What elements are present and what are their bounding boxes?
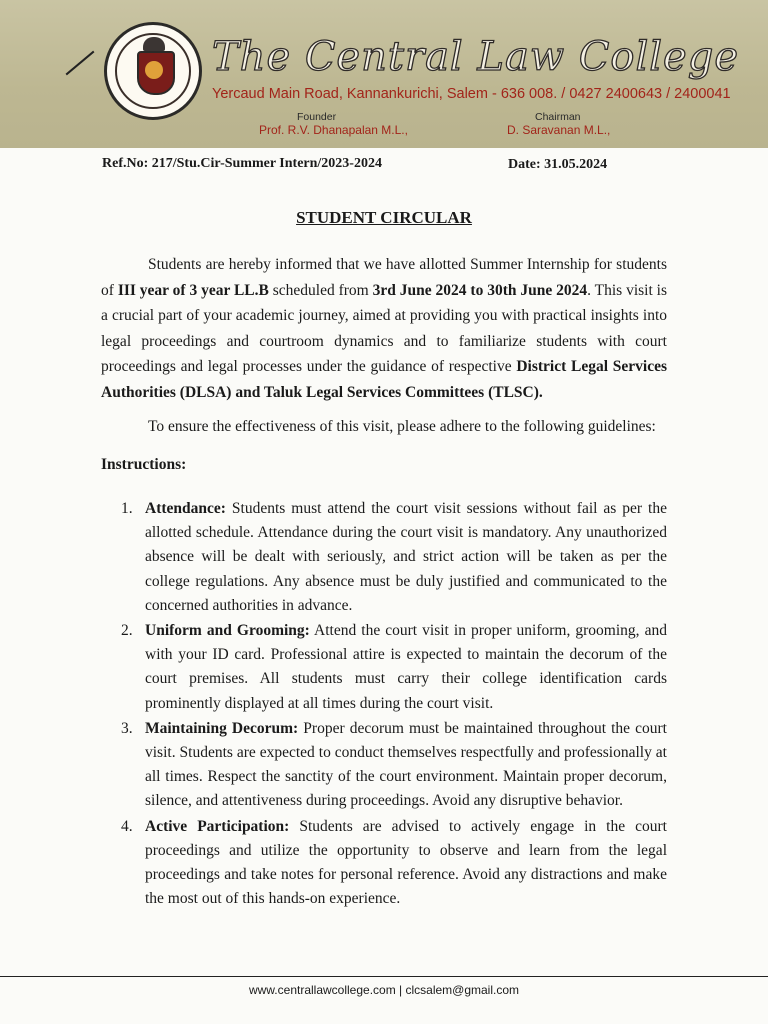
instructions-list xyxy=(101,497,667,912)
chairman-role: Chairman xyxy=(535,111,581,123)
college-address: Yercaud Main Road, Kannankurichi, Salem - 636 008. / 0427 2400643 / 2400041 xyxy=(212,86,731,102)
list-item: 2. Uniform and Grooming: Attend the court visit in proper uniform, grooming, and with your ID card. Professional attire is expected to maintain the decorum of the court premises. All students must carry their college identification cards prominently displayed at all times during the court visit. xyxy=(121,622,667,712)
list-item: 1. Attendance: Students must attend the court visit sessions without fail as per the allotted schedule. Attendance during the court visit is mandatory. Any unauthorized absence will be dealt with seriously, and strict action will be taken as per the college regulations. Any absence must be duly justified and communicated to the concerned authorities in advance. xyxy=(121,500,667,614)
circular-date: Date: 31.05.2024 xyxy=(508,157,608,172)
footer-divider xyxy=(0,976,768,977)
guidelines-paragraph: To ensure the effectiveness of this visit, please adhere to the following guidelines: xyxy=(148,418,656,435)
founder-name: Prof. R.V. Dhanapalan M.L., xyxy=(259,123,408,137)
intro-paragraph: Students are hereby informed that we have allotted Summer Internship for students of III year of 3 year LL.B scheduled from 3rd June 2024 to 30th June 2024. This visit is a crucial part of your academic journey, aimed at providing you with practical insights into legal proceedings and courtroom dynamics and to familiarize students with court proceedings and legal processes under the guidance of respective District Legal Services Authorities (DLSA) and Taluk Legal Services Committees (TLSC). xyxy=(101,256,668,401)
instructions-heading: Instructions: xyxy=(101,456,187,473)
footer-contact: www.centrallawcollege.com | clcsalem@gmail.com xyxy=(248,983,520,997)
college-emblem-icon xyxy=(104,22,202,120)
list-item: 4. Active Participation: Students are advised to actively engage in the court proceedings and utilize the opportunity to observe and learn from the legal proceedings and take notes for personal reference. Avoid any distractions and make the most out of this hands-on experience. xyxy=(121,817,667,908)
chairman-name: D. Saravanan M.L., xyxy=(507,123,611,137)
college-name: The Central Law College xyxy=(212,34,740,80)
reference-number: Ref.No: 217/Stu.Cir-Summer Intern/2023-2024 xyxy=(102,156,382,171)
circular-title: STUDENT CIRCULAR xyxy=(296,208,472,227)
list-item: 3. Maintaining Decorum: Proper decorum must be maintained throughout the court visit. Students are expected to conduct themselves respectfully and professionally at all times. Respect the sanctity of the court environment. Maintain proper decorum, silence, and attentiveness during proceedings. Avoid any disruptive behavior. xyxy=(121,719,667,810)
founder-role: Founder xyxy=(297,111,337,123)
